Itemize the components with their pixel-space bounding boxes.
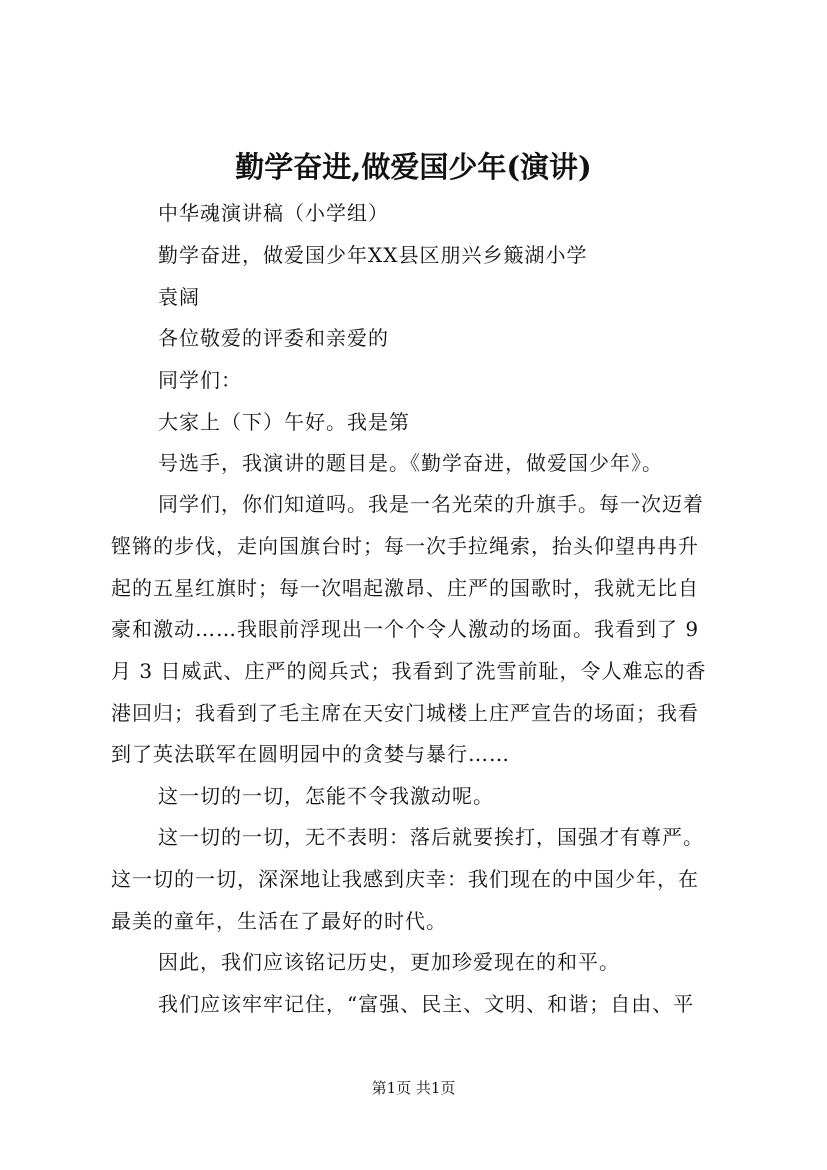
text-line: 港回归；我看到了毛主席在天安门城楼上庄严宣告的场面；我看 [111, 701, 699, 725]
text-line: 袁阔 [158, 285, 200, 309]
text-line: 铿锵的步伐，走向国旗台时；每一次手拉绳索，抬头仰望冉冉升 [111, 534, 699, 558]
text-line: 这一切的一切，怎能不令我激动呢。 [158, 784, 494, 808]
text-line: 中华魂演讲稿（小学组） [158, 201, 389, 225]
text-line: 大家上（下）午好。我是第 [158, 410, 410, 434]
text-line: 月 3 日威武、庄严的阅兵式；我看到了洗雪前耻，令人难忘的香 [111, 659, 707, 683]
text-line: 同学们，你们知道吗。我是一名光荣的升旗手。每一次迈着 [158, 492, 704, 516]
text-line: 各位敬爱的评委和亲爱的 [158, 326, 389, 350]
page-footer: 第1页 共1页 [371, 1079, 456, 1097]
text-line: 我们应该牢牢记住，“富强、民主、文明、和谐；自由、平 [158, 992, 695, 1016]
text-line: 因此，我们应该铭记历史，更加珍爱现在的和平。 [158, 950, 620, 974]
text-line: 到了英法联军在圆明园中的贪婪与暴行…… [111, 742, 510, 766]
text-line: 豪和激动……我眼前浮现出一个个令人激动的场面。我看到了 9 [111, 617, 700, 641]
document-title: 勤学奋进,做爱国少年(演讲) [235, 150, 592, 184]
text-line: 号选手，我演讲的题目是。《勤学奋进，做爱国少年》。 [158, 451, 663, 475]
text-line: 勤学奋进，做爱国少年XX县区朋兴乡簸湖小学 [158, 243, 588, 267]
text-line: 起的五星红旗时；每一次唱起激昂、庄严的国歌时，我就无比自 [111, 576, 699, 600]
text-line: 同学们： [158, 368, 242, 392]
text-line: 这一切的一切，无不表明：落后就要挨打，国强才有尊严。 [158, 825, 704, 849]
text-line: 这一切的一切，深深地让我感到庆幸：我们现在的中国少年，在 [111, 867, 699, 891]
text-line: 最美的童年，生活在了最好的时代。 [111, 909, 447, 933]
